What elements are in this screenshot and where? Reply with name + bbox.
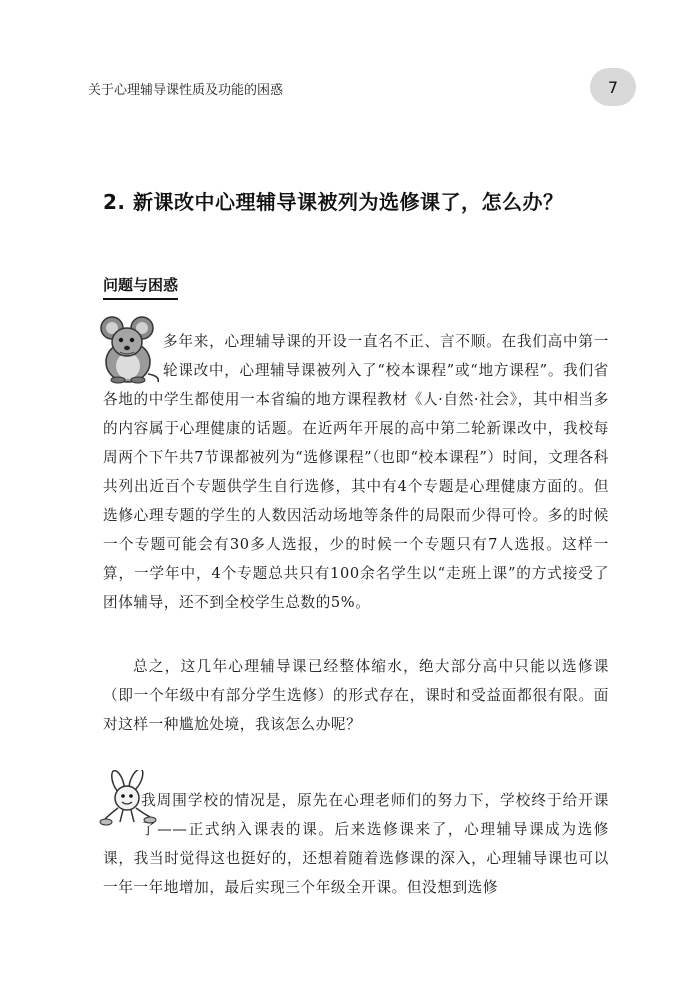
page-number-badge: 7 [590,68,636,106]
paragraph-3 [103,786,609,902]
paragraph-1 [103,327,609,617]
chapter-title: 2. 新课改中心理辅导课被列为选修课了，怎么办？ [103,190,564,214]
running-header: 关于心理辅导课性质及功能的困惑 [88,83,284,98]
section-heading: 问题与困惑 [103,274,178,300]
paragraph-2: 总之，这几年心理辅导课已经整体缩水，绝大部分高中只能以选修课（即一个年级中有部分学生选修）的形式存在，课时和受益面都很有限。面对这样一种尴尬处境，我该怎么办呢？ [103,658,609,733]
paragraph-3-text: 我周围学校的情况是，原先在心理老师们的努力下，学校终于给开课了——正式纳入课表的课。后来选修课来了，心理辅导课成为选修课，我当时觉得这也挺好的，还想着随着选修课的深入，心理辅导课也可以一年一年地增加，最后实现三个年级全开课。但没想到选修 [103,792,609,896]
paragraph-1-text: 多年来，心理辅导课的开设一直名不正、言不顺。在我们高中第一轮课改中，心理辅导课被列入了“校本课程”或“地方课程”。我们省各地的中学生都使用一本省编的地方课程教材《人·自然·社会》，其中相当多的内容属于心理健康的话题。在近两年开展的高中第二轮新课改中，我校每周两个下午共7节课都被列为“选修课程”（也即“校本课程”）时间，文理各科共列出近百个专题供学生自行选修，其中有4个专题是心理健康方面的。但选修心理专题的学生的人数因活动场地等条件的局限而少得可怜。多的时候一个专题可能会有30多人选报，少的时候一个专题只有7人选报。这样一算，一学年中，4个专题总共只有100余名学生以“走班上课”的方式接受了团体辅导，还不到全校学生总数的5%。 [103,333,609,611]
